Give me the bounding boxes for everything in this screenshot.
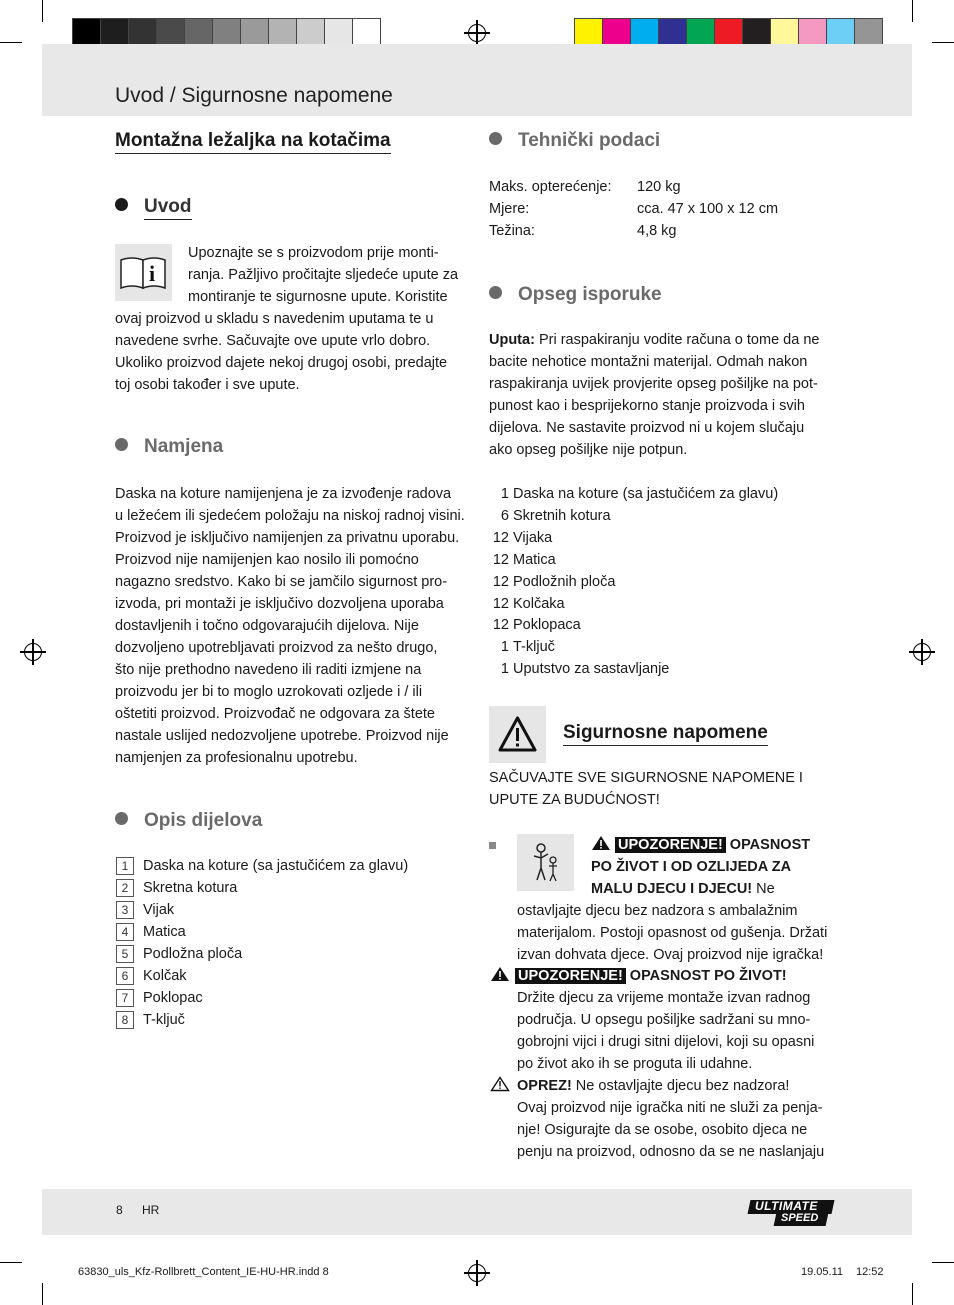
item-qty: 6 [500, 508, 509, 524]
main-title-text: Montažna ležaljka na kotačima [115, 130, 391, 154]
language-code: HR [142, 1203, 160, 1217]
opseg-note [489, 329, 859, 461]
color-swatch [268, 18, 297, 46]
section-heading-opis [115, 810, 262, 832]
warning-text: Ne [752, 881, 775, 897]
text-line: ovaj proizvod u skladu s navedenim uputama te u [115, 311, 434, 327]
warning-text: OPASNOST [725, 837, 811, 853]
color-swatch [686, 18, 715, 46]
registration-mark-icon [468, 24, 486, 42]
item-label: Vijaka [513, 530, 553, 546]
warning-children-text [517, 900, 867, 966]
main-title [115, 130, 391, 152]
uvod-paragraph-bottom [115, 308, 475, 396]
warning-small-icon [591, 837, 611, 853]
color-swatch [72, 18, 101, 46]
spec-value: 120 kg [637, 179, 681, 195]
text-line [591, 856, 861, 878]
crop-mark [912, 0, 913, 22]
text-line: ranja. Pažljivo pročitajte sljedeće upute za [188, 267, 459, 283]
color-swatch [128, 18, 157, 46]
registration-mark-icon [24, 643, 42, 661]
part-number: 3 [116, 901, 134, 919]
safety-heading [563, 722, 768, 744]
color-swatch [240, 18, 269, 46]
part-label: Vijak [143, 902, 175, 918]
crop-mark [932, 1262, 954, 1263]
text-line: penju na proizvod, odnosno da se ne naslanjaju [517, 1144, 825, 1160]
item-qty: 12 [492, 596, 509, 612]
part-label: Skretna kotura [143, 880, 238, 896]
svg-text:i: i [149, 261, 156, 286]
registration-mark-icon [468, 1264, 486, 1282]
logo-line2: SPEED [781, 1212, 819, 1224]
text-line: materijalom. Postoji opasnost od gušenja. Držati [517, 925, 828, 941]
logo-line1: ULTIMATE [755, 1199, 818, 1213]
text-line: toj osobi također i sve upute. [115, 377, 300, 393]
color-swatch [156, 18, 185, 46]
text-line: u ležećem ili sjedećem položaju na niskoj radnoj visini. [115, 508, 465, 524]
text-line: ostavljajte djecu bez nadzora s ambalažnim [517, 903, 798, 919]
registration-mark-icon [913, 643, 931, 661]
crop-mark [0, 1262, 22, 1263]
page-title: Uvod / Sigurnosne napomene [115, 84, 393, 107]
text-line: Ukoliko proizvod dajete nekoj drugoj osobi, predajte [115, 355, 448, 371]
text-line: UPUTE ZA BUDUĆNOST! [489, 792, 660, 808]
bullet-icon [115, 812, 128, 825]
color-swatch [324, 18, 353, 46]
heading-text: Namjena [144, 436, 224, 457]
color-swatch [630, 18, 659, 46]
crop-mark [0, 42, 22, 43]
crop-mark [932, 42, 954, 43]
heading-text: Opis dijelova [144, 810, 263, 831]
spec-label: Mjere: [489, 201, 530, 217]
text-line: nagazno sredstvo. Kako bi se jamčilo sigurnost pro- [115, 574, 448, 590]
item-label: Poklopaca [513, 617, 581, 633]
warning-children-heading [591, 834, 861, 900]
warning-badge: UPOZORENJE! [515, 968, 626, 984]
text-line: namjenjen za profesionalnu upotrebu. [115, 750, 358, 766]
caution-text-first: Ne ostavljajte djecu bez nadzora! [571, 1078, 790, 1094]
section-heading-uvod [115, 196, 192, 218]
warning-small-icon [489, 968, 511, 984]
item-label: Skretnih kotura [513, 508, 611, 524]
part-number: 7 [116, 989, 134, 1007]
item-label: Matica [513, 552, 556, 568]
part-label: Kolčak [143, 968, 187, 984]
note-label: Uputa: [489, 332, 535, 348]
spec-label: Težina: [489, 223, 535, 239]
part-label: Daska na koture (sa jastučićem za glavu) [143, 858, 409, 874]
children-pictogram-icon [517, 834, 574, 891]
part-label: Poklopac [143, 990, 203, 1006]
list-bullet-icon [489, 842, 496, 849]
section-heading-opseg [489, 284, 662, 306]
text-line: izvoda, pri montaži je isključivo dozvoljena uporaba [115, 596, 444, 612]
uvod-paragraph-top [188, 242, 468, 308]
warning-life-text [517, 987, 867, 1075]
heading-text: Sigurnosne napomene [563, 722, 768, 746]
spec-value: 4,8 kg [637, 223, 677, 239]
print-time: 12:52 [856, 1266, 884, 1278]
part-number: 2 [116, 879, 134, 897]
text-line: nastale uslijed nedozvoljene upotrebe. Proizvod nije [115, 728, 449, 744]
print-date: 19.05.11 [801, 1266, 844, 1278]
item-label: Podložnih ploča [513, 574, 616, 590]
part-label: Matica [143, 924, 186, 940]
color-swatch [770, 18, 799, 46]
color-swatch [296, 18, 325, 46]
part-label: Podložna ploča [143, 946, 243, 962]
text-line: gobrojni vijci i drugi sitni dijelovi, koji su opasni [517, 1034, 815, 1050]
text-line: dostavljenih i točno odgovarajućih dijelova. Nije [115, 618, 419, 634]
color-swatch [100, 18, 129, 46]
page-number: 8 [116, 1203, 123, 1217]
part-number: 8 [116, 1011, 134, 1029]
text-line: Držite djecu za vrijeme montaže izvan radnog [517, 990, 811, 1006]
section-heading-tech [489, 130, 660, 152]
crop-mark [42, 0, 43, 22]
text-line [591, 878, 861, 900]
warning-triangle-icon [489, 706, 546, 763]
item-qty: 12 [492, 617, 509, 633]
crop-mark [42, 1283, 43, 1305]
color-swatch [714, 18, 743, 46]
text-line: Upoznajte se s proizvodom prije monti- [188, 245, 439, 261]
color-swatch [602, 18, 631, 46]
text-line: raspakiranja uvijek provjerite opseg pošiljke na pot- [489, 376, 818, 392]
text-line [489, 965, 859, 987]
item-label: T-ključ [513, 639, 555, 655]
text-line: Daska na koture namijenjena je za izvođenje radova [115, 486, 452, 502]
part-number: 4 [116, 923, 134, 941]
warning-life-heading [489, 965, 859, 987]
part-number: 1 [116, 857, 134, 875]
part-label: T-ključ [143, 1012, 185, 1028]
color-swatch [184, 18, 213, 46]
item-qty: 1 [500, 661, 509, 677]
safety-keep-note [489, 767, 859, 811]
text-line: nje! Osigurajte da se osobe, osobito djeca ne [517, 1122, 808, 1138]
part-number: 6 [116, 967, 134, 985]
color-swatch [742, 18, 771, 46]
crop-mark [912, 1283, 913, 1305]
heading-text: Uvod [144, 196, 192, 220]
warning-text: PO ŽIVOT I OD OZLIJEDA ZA [591, 859, 792, 875]
item-label: Uputstvo za sastavljanje [513, 661, 670, 677]
info-book-icon [115, 244, 172, 301]
file-name: 63830_uls_Kfz-Rollbrett_Content_IE-HU-HR.indd 8 [78, 1266, 329, 1278]
ultimate-speed-logo [749, 1200, 837, 1228]
namjena-paragraph [115, 483, 475, 769]
text-line: proizvodu jer bi to moglo uzrokovati ozljede i / ili [115, 684, 423, 700]
text-line: bacite nehotice montažni materijal. Odmah nakon [489, 354, 808, 370]
warning-badge: UPOZORENJE! [615, 837, 726, 853]
text-line: oštetiti proizvod. Proizvođač ne odgovara za štete [115, 706, 435, 722]
color-swatch [798, 18, 827, 46]
text-line [517, 1075, 867, 1097]
text-line: Ovaj proizvod nije igračka niti ne služi za penja- [517, 1100, 823, 1116]
heading-text: Tehnički podaci [518, 130, 661, 151]
text-line: montiranje te sigurnosne upute. Koristite [188, 289, 448, 305]
color-swatch [854, 18, 883, 46]
item-qty: 12 [492, 530, 509, 546]
item-label: Kolčaka [513, 596, 565, 612]
caution-label: OPREZ! [517, 1078, 572, 1094]
spec-label: Maks. opterećenje: [489, 179, 612, 195]
item-qty: 12 [492, 574, 509, 590]
text-line: dozvoljeno upotrebljavati proizvod za nešto drugo, [115, 640, 438, 656]
text-line: Proizvod je isključivo namijenjen za privatnu uporabu. [115, 530, 460, 546]
text-line [591, 834, 861, 856]
text-line: što nije prethodno navedeno ili raditi izmjene na [115, 662, 422, 678]
bullet-icon [489, 286, 502, 299]
heading-text: Opseg isporuke [518, 284, 662, 305]
caution-triangle-icon [489, 1076, 511, 1097]
text-line: dijelova. Ne sastavite proizvod ni u kojem slučaju [489, 420, 805, 436]
item-qty: 1 [500, 486, 509, 502]
item-qty: 1 [500, 639, 509, 655]
color-swatch [574, 18, 603, 46]
color-swatch [212, 18, 241, 46]
caution-text [517, 1075, 867, 1163]
text-line: punost kao i besprijekorno stanje proizvoda i svih [489, 398, 805, 414]
bullet-icon [115, 438, 128, 451]
text-line: SAČUVAJTE SVE SIGURNOSNE NAPOMENE I [489, 770, 803, 786]
spec-value: cca. 47 x 100 x 12 cm [637, 201, 779, 217]
text-line: navedene svrhe. Sačuvajte ove upute vrlo dobro. [115, 333, 431, 349]
text-line: po život ako ih se proguta ili udahne. [517, 1056, 753, 1072]
color-swatch [826, 18, 855, 46]
text-line: Proizvod nije namijenjen kao nosilo ili pomoćno [115, 552, 419, 568]
text-line: područja. U opsegu pošiljke sadržani su mno- [517, 1012, 811, 1028]
note-text: Pri raspakiranju vodite računa o tome da ne [534, 332, 820, 348]
part-number: 5 [116, 945, 134, 963]
text-line: izvan dohvata djece. Ovaj proizvod nije igračka! [517, 947, 824, 963]
item-qty: 12 [492, 552, 509, 568]
text-line: ako opseg pošiljke nije potpun. [489, 442, 688, 458]
section-heading-namjena [115, 436, 223, 458]
warning-text: MALU DJECU I DJECU! [591, 881, 753, 897]
color-swatch [658, 18, 687, 46]
color-swatch [352, 18, 381, 46]
bullet-icon [115, 198, 128, 211]
item-label: Daska na koture (sa jastučićem za glavu) [513, 486, 779, 502]
bullet-icon [489, 132, 502, 145]
text-line [489, 329, 859, 351]
warning-text: OPASNOST PO ŽIVOT! [625, 968, 787, 984]
